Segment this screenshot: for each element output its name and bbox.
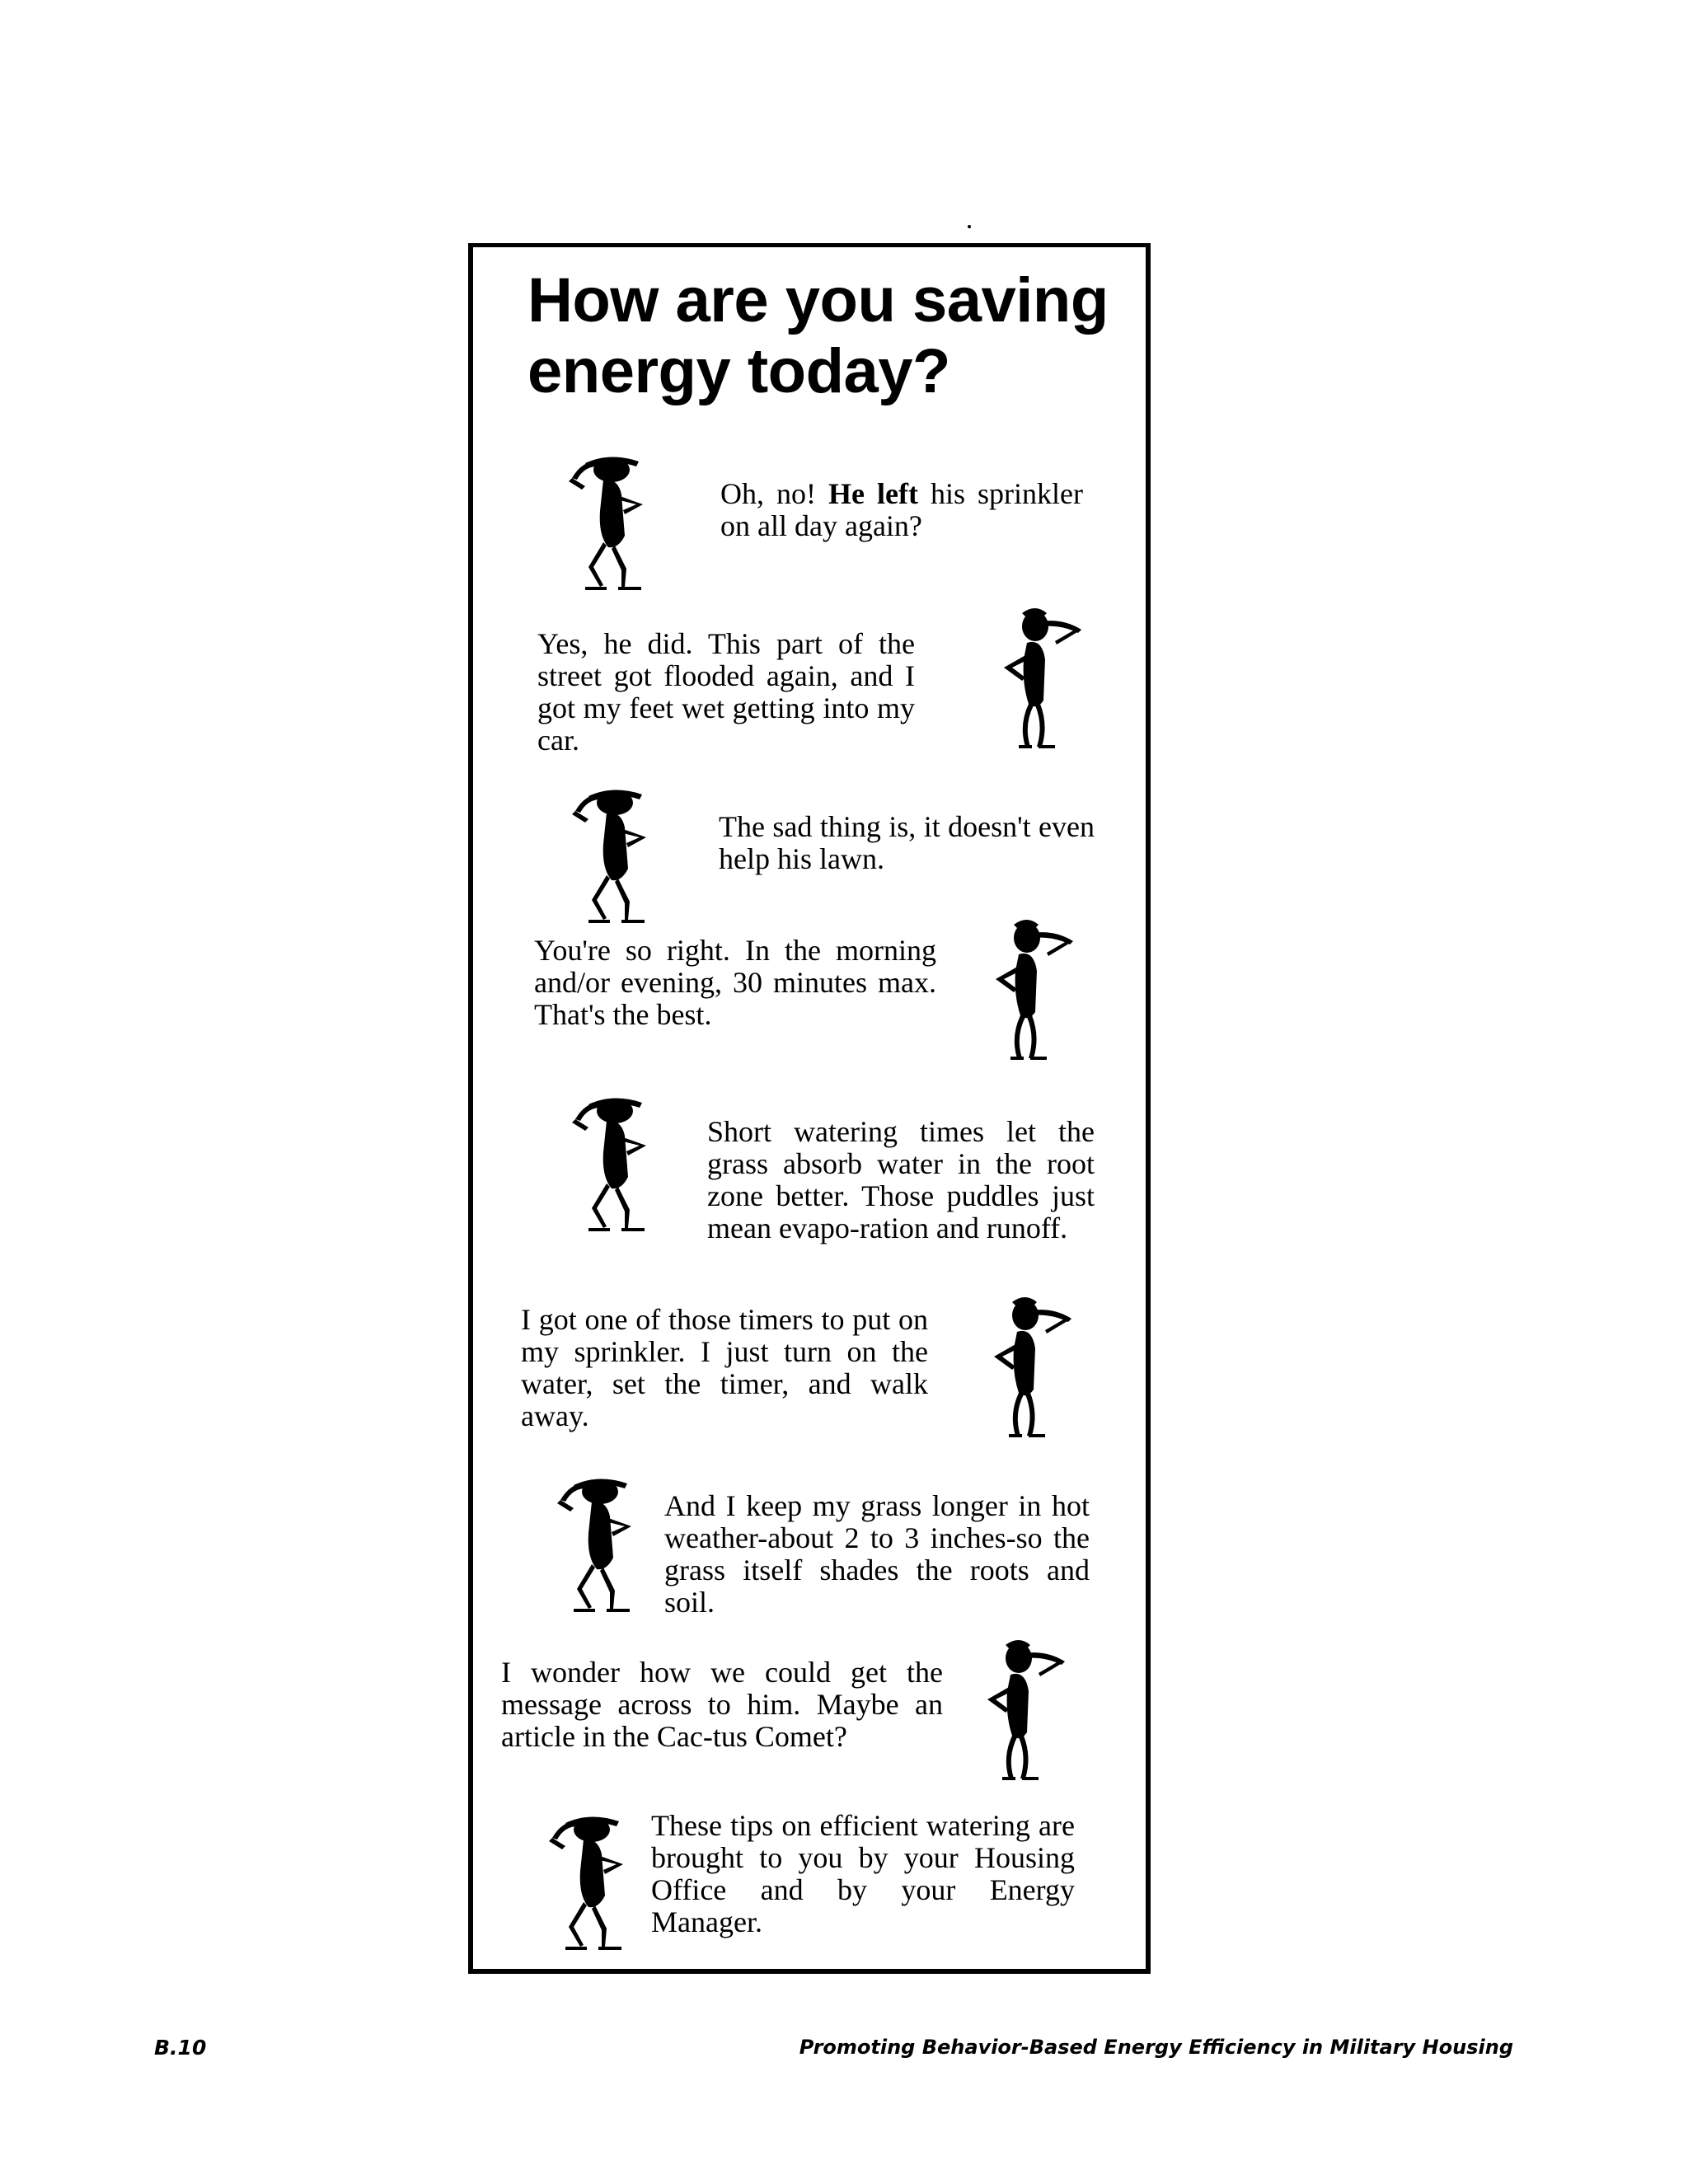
headline: How are you saving energy today? [528, 265, 1109, 406]
dialogue-line-6: I got one of those timers to put on my sprinkler. I just turn on the water, set the timer, and walk away. [521, 1303, 928, 1432]
thinking-figure-icon [532, 1467, 656, 1615]
dialogue-line-4: You're so right. In the morning and/or evening, 30 minutes max. That's the best. [534, 934, 936, 1031]
scan-speck [470, 841, 473, 844]
dialogue-line-9: These tips on efficient watering are brought to you by your Housing Office and by your Energy Manager. [651, 1809, 1075, 1938]
document-title: Promoting Behavior-Based Energy Efficiency in Military Housing [799, 2036, 1513, 2059]
scan-speck [968, 225, 971, 228]
dialogue-line-3: The sad thing is, it doesn't even help his lawn. [719, 810, 1095, 875]
thinking-figure-icon [971, 1291, 1086, 1439]
dialogue-line-8: I wonder how we could get the message across to him. Maybe an article in the Cac-tus Comet? [501, 1656, 943, 1753]
page-number: B.10 [154, 2036, 207, 2060]
dialogue-line-2: Yes, he did. This part of the street got flooded again, and I got my feet wet getting into my car. [537, 627, 915, 757]
thinking-figure-icon [964, 1633, 1080, 1782]
thinking-figure-icon [973, 913, 1088, 1062]
dialogue-line-1: Oh, no! He left his sprinkler on all day again? [720, 477, 1083, 542]
thinking-figure-icon [544, 445, 668, 593]
thinking-figure-icon [524, 1805, 648, 1953]
thinking-figure-icon [547, 778, 671, 926]
dialogue-line-7: And I keep my grass longer in hot weather-about 2 to 3 inches-so the grass itself shades the roots and soil. [664, 1489, 1090, 1619]
dialogue-line-5: Short watering times let the grass absorb water in the root zone better. Those puddles just mean evapo-ration and runoff. [707, 1115, 1095, 1244]
thinking-figure-icon [547, 1086, 671, 1235]
thinking-figure-icon [981, 602, 1096, 750]
